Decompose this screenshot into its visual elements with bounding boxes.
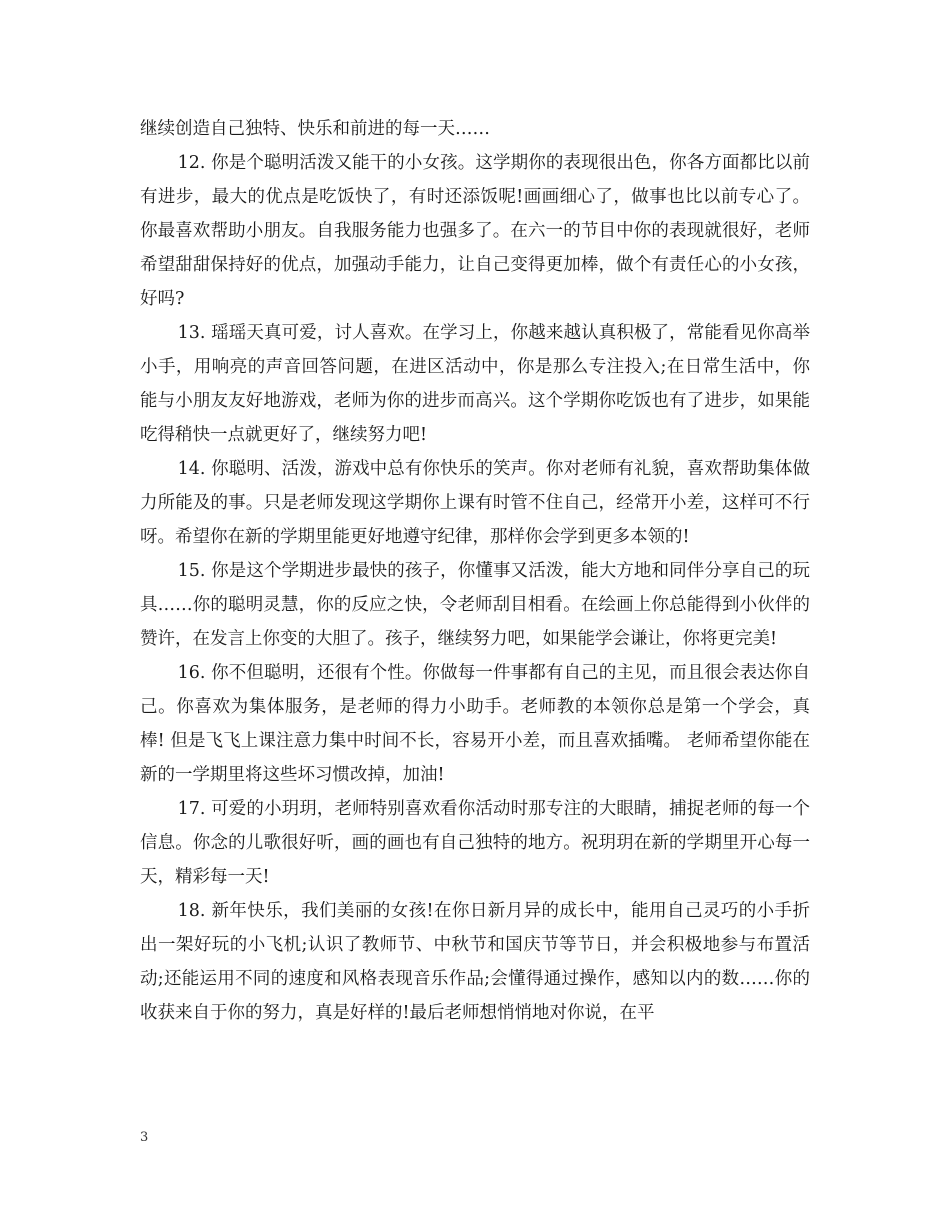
paragraph: 继续创造自己独特、快乐和前进的每一天…… — [140, 119, 490, 139]
paragraph: 18. 新年快乐，我们美丽的女孩!在你日新月异的成长中，能用自己灵巧的小手折出一架好玩的小飞机;认识了教师节、中秋节和国庆节等节日，并会积极地参与布置活动;还能运用不同的速度和风格表现音乐作品;会懂得通过操作，感知以内的数……你的收获来自于你的努力，真是好样的!最后老师想悄悄地对你说，在平 — [140, 901, 810, 1023]
page-number: 3 — [140, 1130, 149, 1145]
paragraph: 12. 你是个聪明活泼又能干的小女孩。这学期你的表现很出色，你各方面都比以前有进步，最大的优点是吃饭快了，有时还添饭呢!画画细心了，做事也比以前专心了。你最喜欢帮助小朋友。自我服务能力也强多了。在六一的节目中你的表现就很好，老师希望甜甜保持好的优点，加强动手能力，让自己变得更加棒，做个有责任心的小女孩，好吗? — [140, 153, 810, 309]
paragraph: 14. 你聪明、活泼，游戏中总有你快乐的笑声。你对老师有礼貌，喜欢帮助集体做力所能及的事。只是老师发现这学期你上课有时管不住自己，经常开小差，这样可不行呀。希望你在新的学期里能更好地遵守纪律，那样你会学到更多本领的! — [140, 459, 810, 547]
paragraph: 13. 瑶瑶天真可爱，讨人喜欢。在学习上，你越来越认真积极了，常能看见你高举小手，用响亮的声音回答问题，在进区活动中，你是那么专注投入;在日常生活中，你能与小朋友友好地游戏，老师为你的进步而高兴。这个学期你吃饭也有了进步，如果能吃得稍快一点就更好了，继续努力吧! — [140, 323, 810, 445]
paragraph: 15. 你是这个学期进步最快的孩子，你懂事又活泼，能大方地和同伴分享自己的玩具……你的聪明灵慧，你的反应之快，令老师刮目相看。在绘画上你总能得到小伙伴的赞许，在发言上你变的大胆了。孩子，继续努力吧，如果能学会谦让，你将更完美! — [140, 561, 810, 649]
paragraph: 17. 可爱的小玥玥，老师特别喜欢看你活动时那专注的大眼睛，捕捉老师的每一个信息。你念的儿歌很好听，画的画也有自己独特的地方。祝玥玥在新的学期里开心每一天，精彩每一天! — [140, 799, 810, 887]
document-body — [140, 112, 810, 1030]
paragraph: 16. 你不但聪明，还很有个性。你做每一件事都有自己的主见，而且很会表达你自己。你喜欢为集体服务，是老师的得力小助手。老师教的本领你总是第一个学会，真棒! 但是飞飞上课注意力集中时间不长，容易开小差，而且喜欢插嘴。 老师希望你能在新的一学期里将这些坏习惯改掉，加油! — [140, 663, 810, 785]
